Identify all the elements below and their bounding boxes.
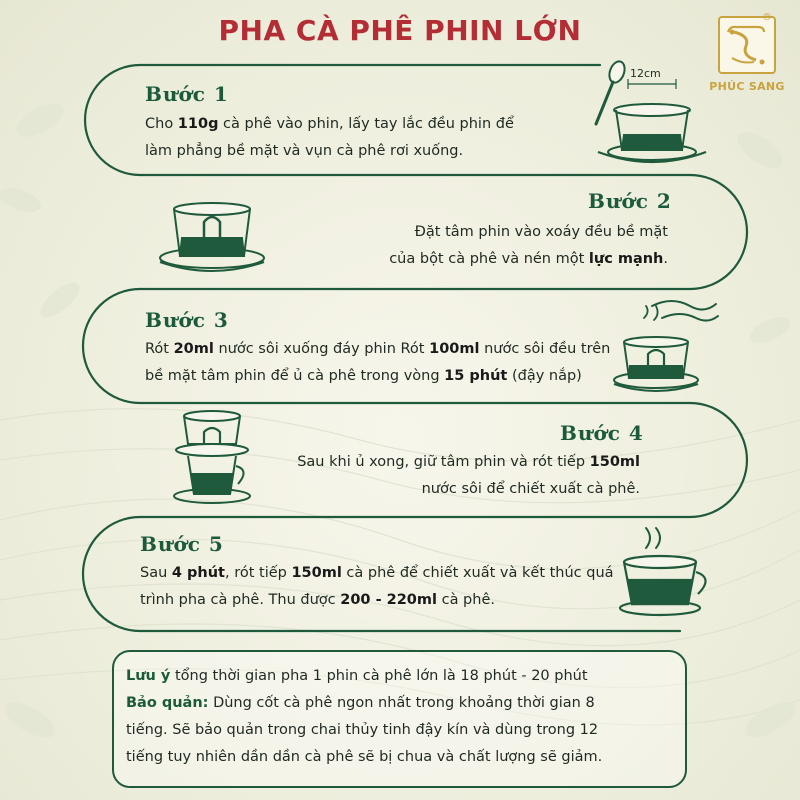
note-line-2: Bảo quản: Dùng cốt cà phê ngon nhất trong khoảng thời gian 8 — [126, 695, 595, 711]
note-line-4: tiếng tuy nhiên dần dần cà phê sẽ bị chua và chất lượng sẽ giảm. — [126, 749, 603, 765]
page-title: PHA CÀ PHÊ PHIN LỚN — [218, 14, 582, 47]
step-2-title: Bước 2 — [588, 189, 672, 213]
step-4-line-1: Sau khi ủ xong, giữ tâm phin và rót tiếp 150ml — [297, 454, 640, 470]
step-1-line-1: Cho 110g cà phê vào phin, lấy tay lắc đều phin để — [145, 116, 514, 132]
brand-name: PHÚC SANG — [709, 80, 785, 93]
step-5-line-1: Sau 4 phút, rót tiếp 150ml cà phê để chiết xuất và kết thúc quá — [140, 565, 614, 581]
step-3-title: Bước 3 — [145, 308, 229, 332]
step-3-line-2: bề mặt tâm phin để ủ cà phê trong vòng 15 phút (đậy nắp) — [145, 368, 582, 384]
brand-monogram-icon — [720, 18, 774, 72]
note-line-1: Lưu ý tổng thời gian pha 1 phin cà phê lớn là 18 phút - 20 phút — [126, 668, 588, 684]
step-4-title: Bước 4 — [560, 421, 644, 445]
step-2-line-1: Đặt tâm phin vào xoáy đều bề mặt — [414, 224, 668, 240]
step-5-line-2: trình pha cà phê. Thu được 200 - 220ml cà phê. — [140, 592, 495, 608]
step-3-line-1: Rót 20ml nước sôi xuống đáy phin Rót 100ml nước sôi đều trên — [145, 341, 611, 357]
note-line-3: tiếng. Sẽ bảo quản trong chai thủy tinh đậy kín và dùng trong 12 — [126, 722, 599, 738]
step-1-title: Bước 1 — [145, 82, 229, 106]
measure-label: 12cm — [630, 67, 661, 80]
step-5-title: Bước 5 — [140, 532, 224, 556]
brand-logo — [718, 16, 776, 74]
step-1-line-2: làm phẳng bề mặt và vụn cà phê rơi xuống. — [145, 143, 464, 159]
step-4-line-2: nước sôi để chiết xuất cà phê. — [421, 481, 640, 497]
step-2-line-2: của bột cà phê và nén một lực mạnh. — [389, 251, 668, 267]
registered-mark: ® — [762, 12, 772, 23]
